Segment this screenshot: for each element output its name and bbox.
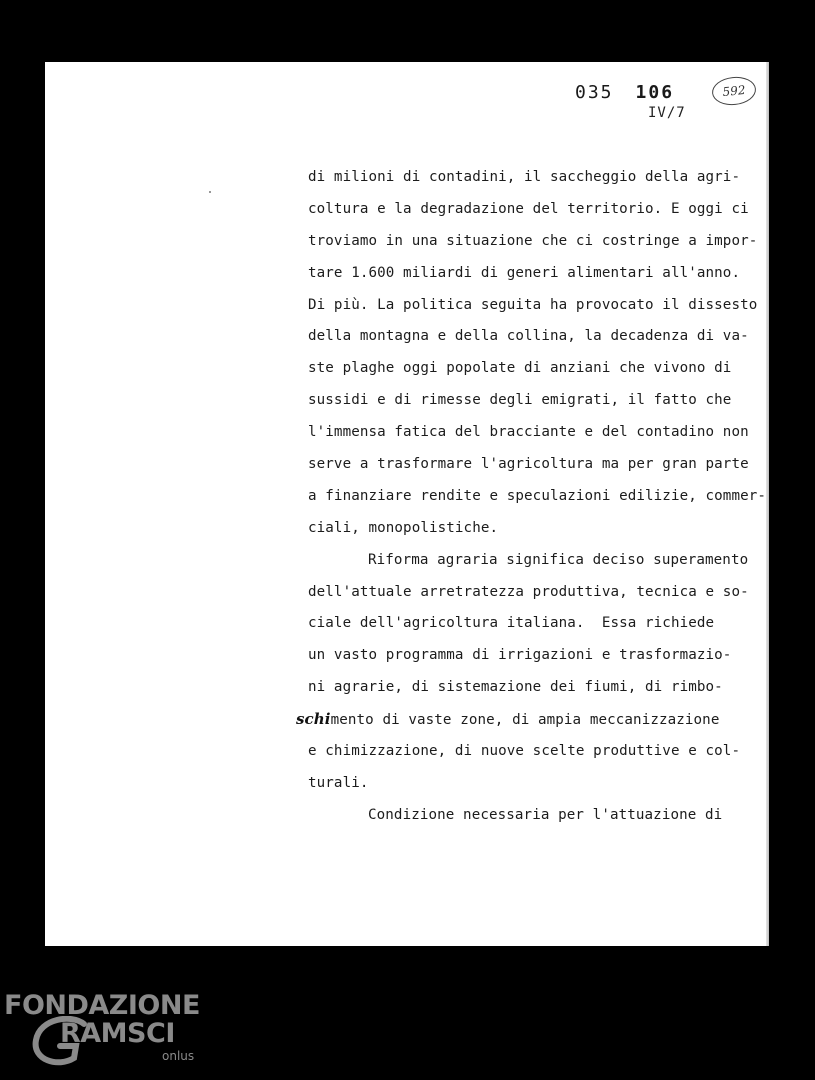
logo-line-1: FONDAZIONE [4, 990, 200, 1021]
text-line: sussidi e di rimesse degli emigrati, il fatto che [308, 392, 732, 409]
text-line: ciale dell'agricoltura italiana. Essa richiede [308, 615, 715, 632]
archive-number-2: 106 [635, 82, 675, 103]
text-line: ste plaghe oggi popolate di anziani che vivono di [308, 360, 732, 377]
stamp-number: 592 [721, 82, 747, 100]
fondazione-gramsci-logo [4, 990, 204, 1070]
text-line: e chimizzazione, di nuove scelte produttive e col- [308, 743, 741, 760]
logo-subtitle: onlus [162, 1049, 195, 1063]
text-line: a finanziare rendite e speculazioni edilizie, commer- [308, 487, 767, 504]
text-line: troviamo in una situazione che ci costringe a impor- [308, 232, 758, 249]
document-page [45, 62, 769, 946]
text-line-with-insert [296, 704, 768, 736]
text-line-rest: mento di vaste zone, di ampia meccanizzazione [330, 712, 720, 729]
text-line: ni agrarie, di sistemazione dei fiumi, di rimbo- [308, 679, 723, 696]
folder-reference: IV/7 [648, 105, 686, 121]
typewritten-body [296, 162, 768, 832]
paper-speck [209, 191, 211, 193]
text-line: coltura e la degradazione del territorio. E oggi ci [308, 200, 749, 217]
text-line-indented: Riforma agraria significa deciso superamento [368, 551, 749, 568]
text-line: della montagna e della collina, la decadenza di va- [308, 328, 749, 345]
archive-number-1: 035 [575, 82, 614, 103]
text-line: tare 1.600 miliardi di generi alimentari all'anno. [308, 264, 741, 281]
logo-line-2: RAMSCI [60, 1018, 175, 1049]
text-line-indented: Condizione necessaria per l'attuazione di [368, 806, 723, 823]
text-line: di milioni di contadini, il saccheggio della agri- [308, 169, 741, 185]
text-line: Di più. La politica seguita ha provocato il dissesto [308, 296, 758, 313]
text-line: l'immensa fatica del bracciante e del contadino non [308, 424, 749, 441]
circled-page-stamp [711, 75, 758, 107]
text-line: un vasto programma di irrigazioni e trasformazio- [308, 647, 732, 664]
text-line: ciali, monopolistiche. [308, 519, 499, 536]
text-line: turali. [308, 774, 369, 791]
text-line: dell'attuale arretratezza produttiva, tecnica e so- [308, 583, 749, 600]
handwritten-insert: schi [296, 710, 331, 729]
archive-number [575, 82, 674, 103]
text-line: serve a trasformare l'agricoltura ma per gran parte [308, 456, 749, 473]
